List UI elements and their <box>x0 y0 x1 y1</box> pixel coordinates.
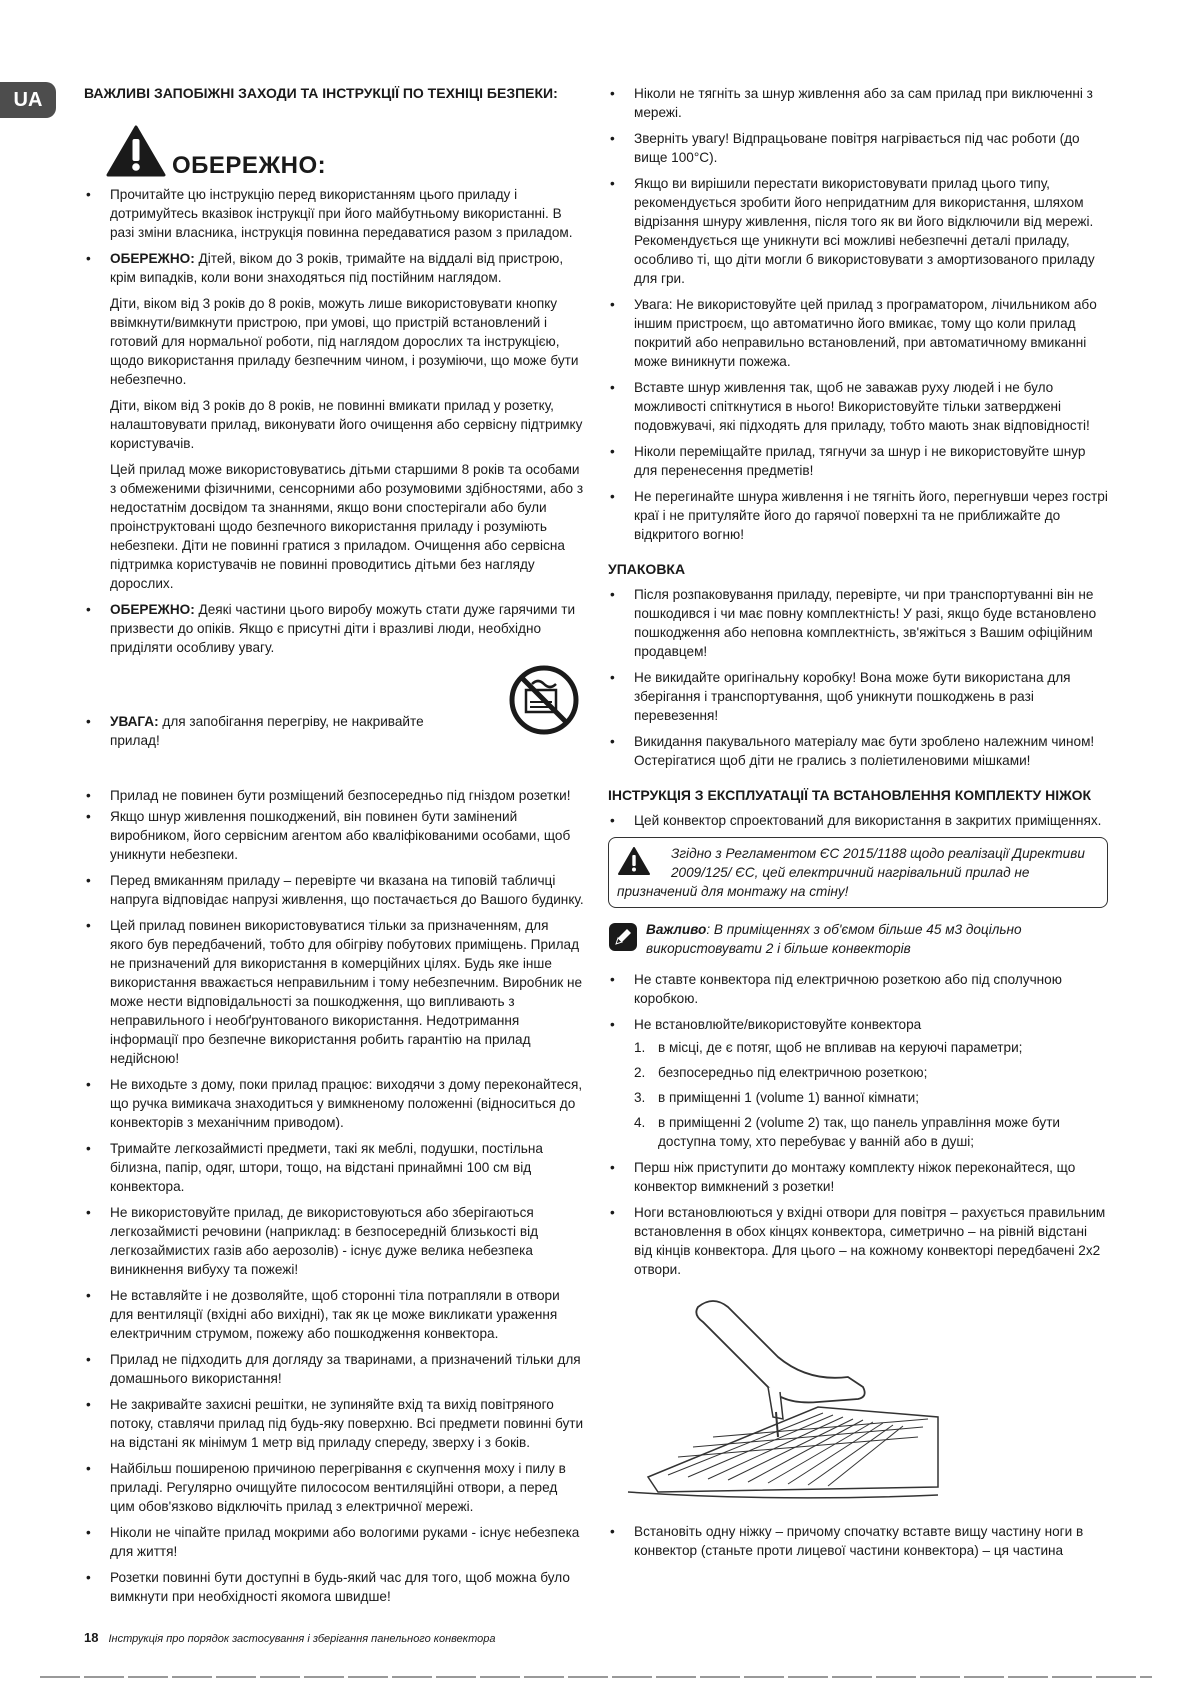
warning-icon <box>617 846 651 876</box>
warning-text: призначений для монтажу на стіну! <box>617 884 849 899</box>
list-item: • Найбільш поширеною причиною перегрівання є скупчення моху і пилу в приладі. Регулярно очищуйте пилососом вентиляційні отвори, а перед цим обов'язково відключіть прилад з електричної мережі. <box>84 1459 584 1516</box>
list-item: • Прилад не підходить для догляду за тваринами, а призначений тільки для домашнього використання! <box>84 1350 584 1388</box>
list-item: • Не виходьте з дому, поки прилад працює: виходячи з дому переконайтеся, що ручка вимикача знаходиться у вимкненому положенні (відноситься до конвекторів з механічним приводом). <box>84 1075 584 1132</box>
section-title-packaging: УПАКОВКА <box>608 561 686 577</box>
wall-mount-warning <box>608 837 1108 908</box>
safety-heading: ВАЖЛИВІ ЗАПОБІЖНІ ЗАХОДИ ТА ІНСТРУКЦІЇ ПО ТЕХНІЦІ БЕЗПЕКИ: <box>84 85 558 101</box>
list-item: • Не перегинайте шнура живлення і не тягніть його, перегнувши через гострі краї і не притуляйте його до гарячої поверхні та не приближайте до відкритого вогню! <box>608 487 1108 544</box>
list-item: • Не використовуйте прилад, де використовуються або зберігаються легкозаймисті речовини (наприклад: в безпосередній близькості від легкозаймистих газів або аерозолів) - існує дуже велика небезпека виникнення вибуху та пожежі! <box>84 1203 584 1279</box>
footer-text: Інструкція про порядок застосування і зберігання панельного конвектора <box>108 1633 496 1645</box>
list-item: • Перш ніж приступити до монтажу комплекту ніжок переконайтеся, що конвектор вимкнений з розетки! <box>608 1158 1108 1196</box>
list-item: • Цей конвектор спроектований для використання в закритих приміщеннях. <box>608 811 1108 830</box>
item-text: в приміщенні 1 (volume 1) ванної кімнати; <box>658 1090 920 1105</box>
list-item: • Якщо ви вирішили перестати використовувати прилад цього типу, рекомендується зробити його непридатним для використання, шляхом відрізання шнуру живлення, після того як ви його відключили від мережі. Рекомендується ще уникнути всі можливі небезпечні деталі приладу, особливо ті, що діти могли б використовувати з амортизованого приладу для гри. <box>608 174 1108 288</box>
section-title-installation: ІНСТРУКЦІЯ З ЕКСПЛУАТАЦІЇ ТА ВСТАНОВЛЕННЯ КОМПЛЕКТУ НІЖОК <box>608 787 1092 803</box>
list-item <box>84 249 584 287</box>
list-item: • Не закривайте захисні решітки, не зупиняйте вхід та вихід повітряного потоку, ставлячи прилад під будь-яку поверхню. Всі предмети повинні бути на відстані як мінімум 1 метр від приладу спереду, зверху і з боків. <box>84 1395 584 1452</box>
item-text: в приміщенні 2 (volume 2) так, що панель управління може бути доступна тому, хто перебуває у ванній або в душі; <box>658 1115 1061 1149</box>
numbered-item: 4. в приміщенні 2 (volume 2) так, що панель управління може бути доступна тому, хто перебуває у ванній або в душі; <box>634 1115 1061 1149</box>
do-not-cover-icon <box>508 664 580 736</box>
bold-label: Важливо <box>646 922 707 937</box>
list-item: • Не ставте конвектора під електричною розеткою або під сполучною коробкою. <box>608 970 1108 1008</box>
list-item: • Розетки повинні бути доступні в будь-який час для того, щоб можна було вимкнути при необхідності якомога швидше! <box>84 1568 584 1606</box>
numbered-item: 2. безпосередньо під електричною розеткою; <box>634 1065 928 1080</box>
list-item: • Прилад не повинен бути розміщений безпосередньо під гніздом розетки! <box>84 786 584 805</box>
warning-text: 2009/125/ ЄС, цей електричний нагрівальний прилад не <box>671 865 1030 880</box>
list-item: • Ніколи переміщайте прилад, тягнучи за шнур і не використовуйте шнур для перенесення предметів! <box>608 442 1108 480</box>
list-item: • Зверніть увагу! Відпрацьоване повітря нагрівається під час роботи (до вище 100°C). <box>608 129 1108 167</box>
paragraph: Діти, віком від 3 років до 8 років, можуть лише використовувати кнопку ввімкнути/вимкнути пристрою, при умові, що пристрій встановлений і готовий для нормальної роботи, під наглядом дорослих та інструкцією, щодо використання приладу безпечним чином, і розуміючи, що може бути небезпечно. <box>110 296 579 387</box>
numbered-item: 1. в місці, де є потяг, щоб не впливав на керуючі параметри; <box>634 1040 1023 1055</box>
list-item: • Увага: Не використовуйте цей прилад з програматором, лічильником або іншим пристроєм, що автоматично його вмикає, тому що коли прилад покритий або неправильно встановлений, при автоматичному вмиканні може виникнути пожежа. <box>608 295 1108 371</box>
list-item: • Ніколи не чіпайте прилад мокрими або вологими руками - існує небезпека для життя! <box>84 1523 584 1561</box>
caution-title: ОБЕРЕЖНО: <box>172 152 327 179</box>
left-column <box>84 84 584 1613</box>
list-item: • Тримайте легкозаймисті предмети, такі як меблі, подушки, постільна білизна, папір, одяг, штори, тощо, на відстані принаймні 100 см від конвектора. <box>84 1139 584 1196</box>
list-item: • Ноги встановлюються у вхідні отвори для повітря – рахується правильним встановлення в обох кінцях конвектора, симетрично – на рівній відстані від кінців конвектора. Для цього – на кожному конвекторі передбачені 2x2 отвори. <box>608 1203 1108 1279</box>
bold-label: УВАГА: <box>110 714 159 729</box>
note-text: : В приміщеннях з об'ємом більше 45 м3 доцільно використовувати 2 і більше конвекторів <box>646 922 1022 956</box>
list-item: • Викидання пакувального матеріалу має бути зроблено належним чином! Остерігатися щоб діти не грались з поліетиленовими мішками! <box>608 732 1108 770</box>
list-item <box>608 1015 1108 1151</box>
caution-block <box>106 125 584 177</box>
list-item: • Ніколи не тягніть за шнур живлення або за сам прилад при виключенні з мережі. <box>608 84 1108 122</box>
item-text: Деякі частини цього виробу можуть стати дуже гарячими ти призвести до опіків. Якщо є присутні діти і вразливі люди, необхідно приділяти особливу увагу. <box>110 602 576 655</box>
feet-installation-figure <box>618 1287 1108 1512</box>
bold-label: ОБЕРЕЖНО: <box>110 251 195 266</box>
list-item: • Після розпаковування приладу, перевірте, чи при транспортуванні він не пошкодився і чи має повну комплектність! У разі, якщо буде встановлено пошкодження або неповна комплектність, зв'яжіться з Вашим офіційним продавцем! <box>608 585 1108 661</box>
item-text: Не встановлюйте/використовуйте конвектора <box>634 1017 922 1032</box>
right-column <box>608 84 1108 1567</box>
list-item: • Якщо шнур живлення пошкоджений, він повинен бути замінений виробником, його сервісним агентом або кваліфікованими особами, щоб уникнути небезпеки. <box>84 807 584 864</box>
list-item <box>84 712 424 750</box>
convector-foot-illustration <box>618 1287 948 1507</box>
list-item: • Встановіть одну ніжку – причому спочатку вставте вищу частину ноги в конвектор (станьте проти лицевої частини конвектора) – ця частина <box>608 1522 1108 1560</box>
list-item: • Прочитайте цю інструкцію перед використанням цього приладу і дотримуйтесь вказівок інструкції при його майбутньому використанні. В разі зміни власника, інструкція повинна передаватися разом з приладом. <box>84 185 584 242</box>
paragraph: Діти, віком від 3 років до 8 років, не повинні вмикати прилад у розетку, налаштовувати прилад, виконувати його очищення або сервісну підтримку користувачів. <box>110 398 583 451</box>
numbered-item: 3. в приміщенні 1 (volume 1) ванної кімнати; <box>634 1090 920 1105</box>
list-item: • Цей прилад повинен використовуватися тільки за призначенням, для якого був передбачений, тобто для обігріву побутових приміщень. Прилад не призначений для використання в комерційних цілях. Будь яке інше використання вважається неправильним і тому небезпечним. Виробник не може нести відповідальності за пошкодження, що випливають з неправильного і необґрунтованого використання. Недотримання інформації про безпечне використання робить гарантію на прилад недійсною! <box>84 916 584 1068</box>
list-item: • Не вставляйте і не дозволяйте, щоб сторонні тіла потрапляли в отвори для вентиляції (вхідні або вихідні), так як це може викликати ураження електричним струмом, пожежу або пошкодження конвектора. <box>84 1286 584 1343</box>
list-item: • Не викидайте оригінальну коробку! Вона може бути використана для зберігання і транспортування, щоб уникнути пошкоджень в разі перевезення! <box>608 668 1108 725</box>
pencil-icon <box>608 922 638 952</box>
important-note <box>608 920 1108 958</box>
page-number: 18 <box>84 1630 99 1645</box>
list-item <box>84 600 584 657</box>
paragraph: Цей прилад може використовуватись дітьми старшими 8 років та особами з обмеженими фізичними, сенсорними або розумовими здібностями, або з недостатнім досвідом та знаннями, якщо вони спостерігали або були проінструктовані щодо безпечного використання приладу і розуміють небезпеки. Діти не повинні гратися з приладом. Очищення або сервісна підтримка користувачів не повинні проводитись дітьми без нагляду дорослих. <box>110 462 584 591</box>
bottom-rule <box>40 1676 1152 1678</box>
item-text: для запобігання перегріву, не накривайте прилад! <box>110 714 424 748</box>
cover-warning-row <box>84 664 584 746</box>
item-text: в місці, де є потяг, щоб не впливав на керуючі параметри; <box>658 1040 1023 1055</box>
list-item: • Перед вмиканням приладу – перевірте чи вказана на типовій табличці напруга відповідає напрузі живлення, що постачається до Вашого будинку. <box>84 871 584 909</box>
item-text: Дітей, віком до 3 років, тримайте на віддалі від пристрою, крім випадків, коли вони знаходяться під постійним наглядом. <box>110 251 564 285</box>
warning-icon <box>106 125 166 177</box>
language-tab: UA <box>0 82 56 118</box>
page-footer <box>84 1630 495 1645</box>
bold-label: ОБЕРЕЖНО: <box>110 602 195 617</box>
item-text: безпосередньо під електричною розеткою; <box>658 1065 928 1080</box>
list-item: • Вставте шнур живлення так, щоб не заважав руху людей і не було можливості спіткнутися в нього! Використовуйте тільки затверджені подовжувачі, які підходять для приладу, тобто мають знак відповідності! <box>608 378 1108 435</box>
warning-text: Згідно з Регламентом ЄС 2015/1188 щодо реалізації Директиви <box>671 846 1085 861</box>
